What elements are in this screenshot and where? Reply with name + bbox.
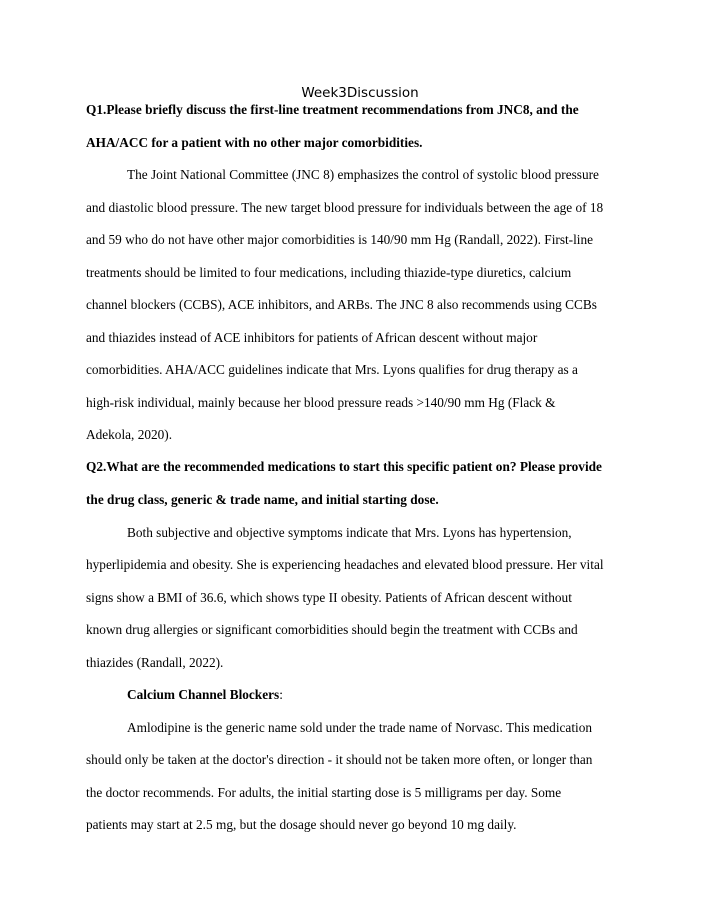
subheading-label: Calcium Channel Blockers — [127, 687, 280, 702]
paragraph-line: known drug allergies or significant comorbidities should begin the treatment with CCBs and — [86, 622, 578, 637]
question-line: Q1.Please briefly discuss the first-line treatment recommendations from JNC8, and the — [86, 102, 579, 117]
paragraph-line: channel blockers (CCBS), ACE inhibitors, and ARBs. The JNC 8 also recommends using CCBs — [86, 297, 597, 312]
paragraph-line: the doctor recommends. For adults, the initial starting dose is 5 milligrams per day. Some — [86, 785, 562, 800]
paragraph-line: patients may start at 2.5 mg, but the dosage should never go beyond 10 mg daily. — [86, 817, 517, 832]
paragraph-line: thiazides (Randall, 2022). — [86, 655, 224, 670]
question-line: AHA/ACC for a patient with no other major comorbidities. — [86, 135, 423, 150]
subheading-colon: : — [279, 687, 283, 702]
paragraph-line: The Joint National Committee (JNC 8) emphasizes the control of systolic blood pressure — [127, 167, 599, 182]
section-subheading — [127, 687, 283, 703]
question-line: Q2.What are the recommended medications to start this specific patient on? Please provide — [86, 459, 602, 474]
paragraph-line: Amlodipine is the generic name sold under the trade name of Norvasc. This medication — [127, 720, 593, 735]
paragraph-line: Both subjective and objective symptoms indicate that Mrs. Lyons has hypertension, — [127, 525, 572, 540]
paragraph-line: high-risk individual, mainly because her blood pressure reads >140/90 mm Hg (Flack & — [86, 395, 556, 410]
paragraph-line: should only be taken at the doctor's direction - it should not be taken more often, or longer than — [86, 752, 593, 767]
paragraph-line: and 59 who do not have other major comorbidities is 140/90 mm Hg (Randall, 2022). First-line — [86, 232, 594, 247]
paragraph-line: comorbidities. AHA/ACC guidelines indicate that Mrs. Lyons qualifies for drug therapy as a — [86, 362, 578, 377]
paragraph-line: and thiazides instead of ACE inhibitors for patients of African descent without major — [86, 330, 538, 345]
paragraph-line: hyperlipidemia and obesity. She is experiencing headaches and elevated blood pressure. Her vital — [86, 557, 604, 572]
question-line: the drug class, generic & trade name, and initial starting dose. — [86, 492, 439, 507]
paragraph-line: and diastolic blood pressure. The new target blood pressure for individuals between the age of 18 — [86, 200, 604, 215]
paragraph-line: treatments should be limited to four medications, including thiazide-type diuretics, calcium — [86, 265, 572, 280]
paragraph-line: Adekola, 2020). — [86, 427, 173, 442]
document-title: Week3Discussion — [301, 85, 419, 101]
paragraph-line: signs show a BMI of 36.6, which shows type II obesity. Patients of African descent without — [86, 590, 572, 605]
